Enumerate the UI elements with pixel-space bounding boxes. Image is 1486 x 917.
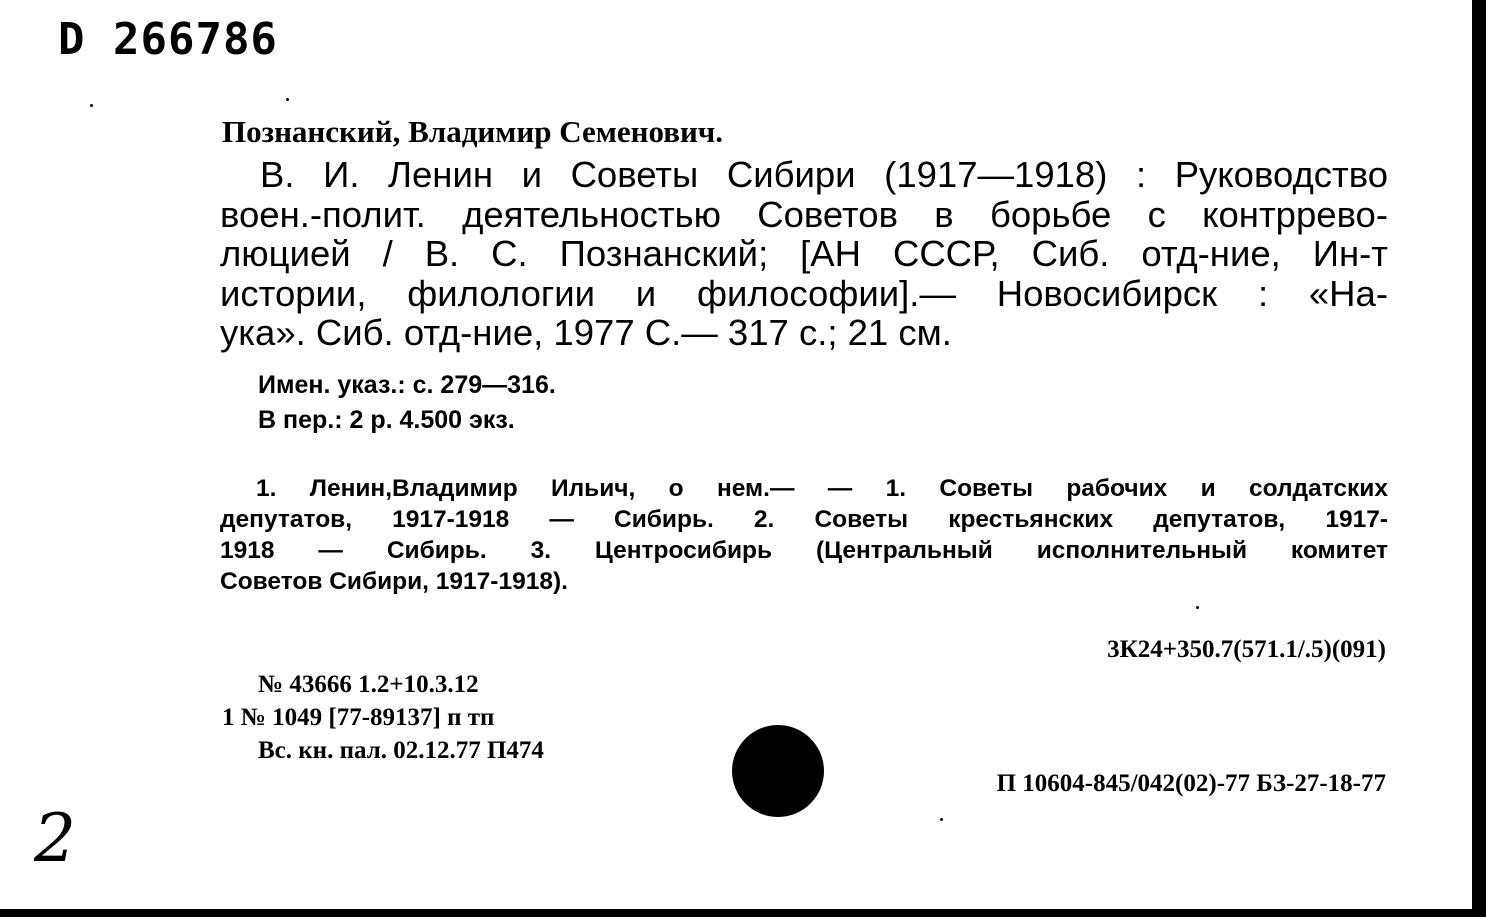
speck	[940, 818, 943, 821]
punch-hole	[732, 725, 824, 817]
classification-code: 3К24+350.7(571.1/.5)(091)	[1107, 636, 1386, 663]
description-line-text: воен.-полит. деятельностью Советов в борьбе с контррево-	[220, 193, 1388, 235]
bibliographic-description	[220, 155, 1388, 353]
inventory-line: Вс. кн. пал. 02.12.77 П474	[258, 737, 544, 764]
subject-line: 1. Ленин,Владимир Ильич, о нем.— — 1. Советы рабочих и солдатских	[256, 475, 1388, 502]
inventory-line: № 43666 1.2+10.3.12	[258, 671, 479, 698]
subject-line: Советов Сибири, 1917-1918).	[220, 568, 568, 595]
subject-headings	[220, 473, 1388, 597]
author-heading: Познанский, Владимир Семенович.	[222, 114, 724, 149]
card-bottom-edge	[0, 909, 1486, 917]
notes-block	[258, 368, 556, 438]
description-line: истории, филологии и философии].— Новосибирск : «На-	[220, 272, 1388, 314]
subject-line: 1918 — Сибирь. 3. Центросибирь (Центральный исполнительный комитет	[220, 537, 1388, 564]
description-line: люцией / В. С. Познанский; [АН СССР, Сиб. отд-ние, Ин-т	[220, 233, 1388, 274]
description-line: ука». Сиб. отд-ние, 1977 С.— 317 с.; 21 см.	[220, 312, 952, 353]
price-note: В пер.: 2 р. 4.500 экз.	[258, 406, 515, 434]
speck	[286, 98, 289, 101]
inventory-block	[222, 668, 544, 767]
stamp-number: D 266786	[58, 14, 278, 65]
speck	[90, 104, 93, 107]
publisher-code: П 10604-845/042(02)-77 БЗ-27-18-77	[996, 770, 1386, 797]
speck	[1196, 606, 1199, 609]
index-note: Имен. указ.: с. 279—316.	[258, 371, 556, 399]
card-right-edge	[1472, 0, 1486, 917]
description-line: В. И. Ленин и Советы Сибири (1917—1918) : Руководство	[260, 154, 1388, 195]
subject-line: депутатов, 1917-1918 — Сибирь. 2. Советы крестьянских депутатов, 1917-	[220, 506, 1388, 533]
inventory-line: 1 № 1049 [77-89137] п тп	[222, 704, 495, 731]
handwritten-mark: 2	[34, 800, 76, 877]
description-line	[220, 195, 1388, 235]
